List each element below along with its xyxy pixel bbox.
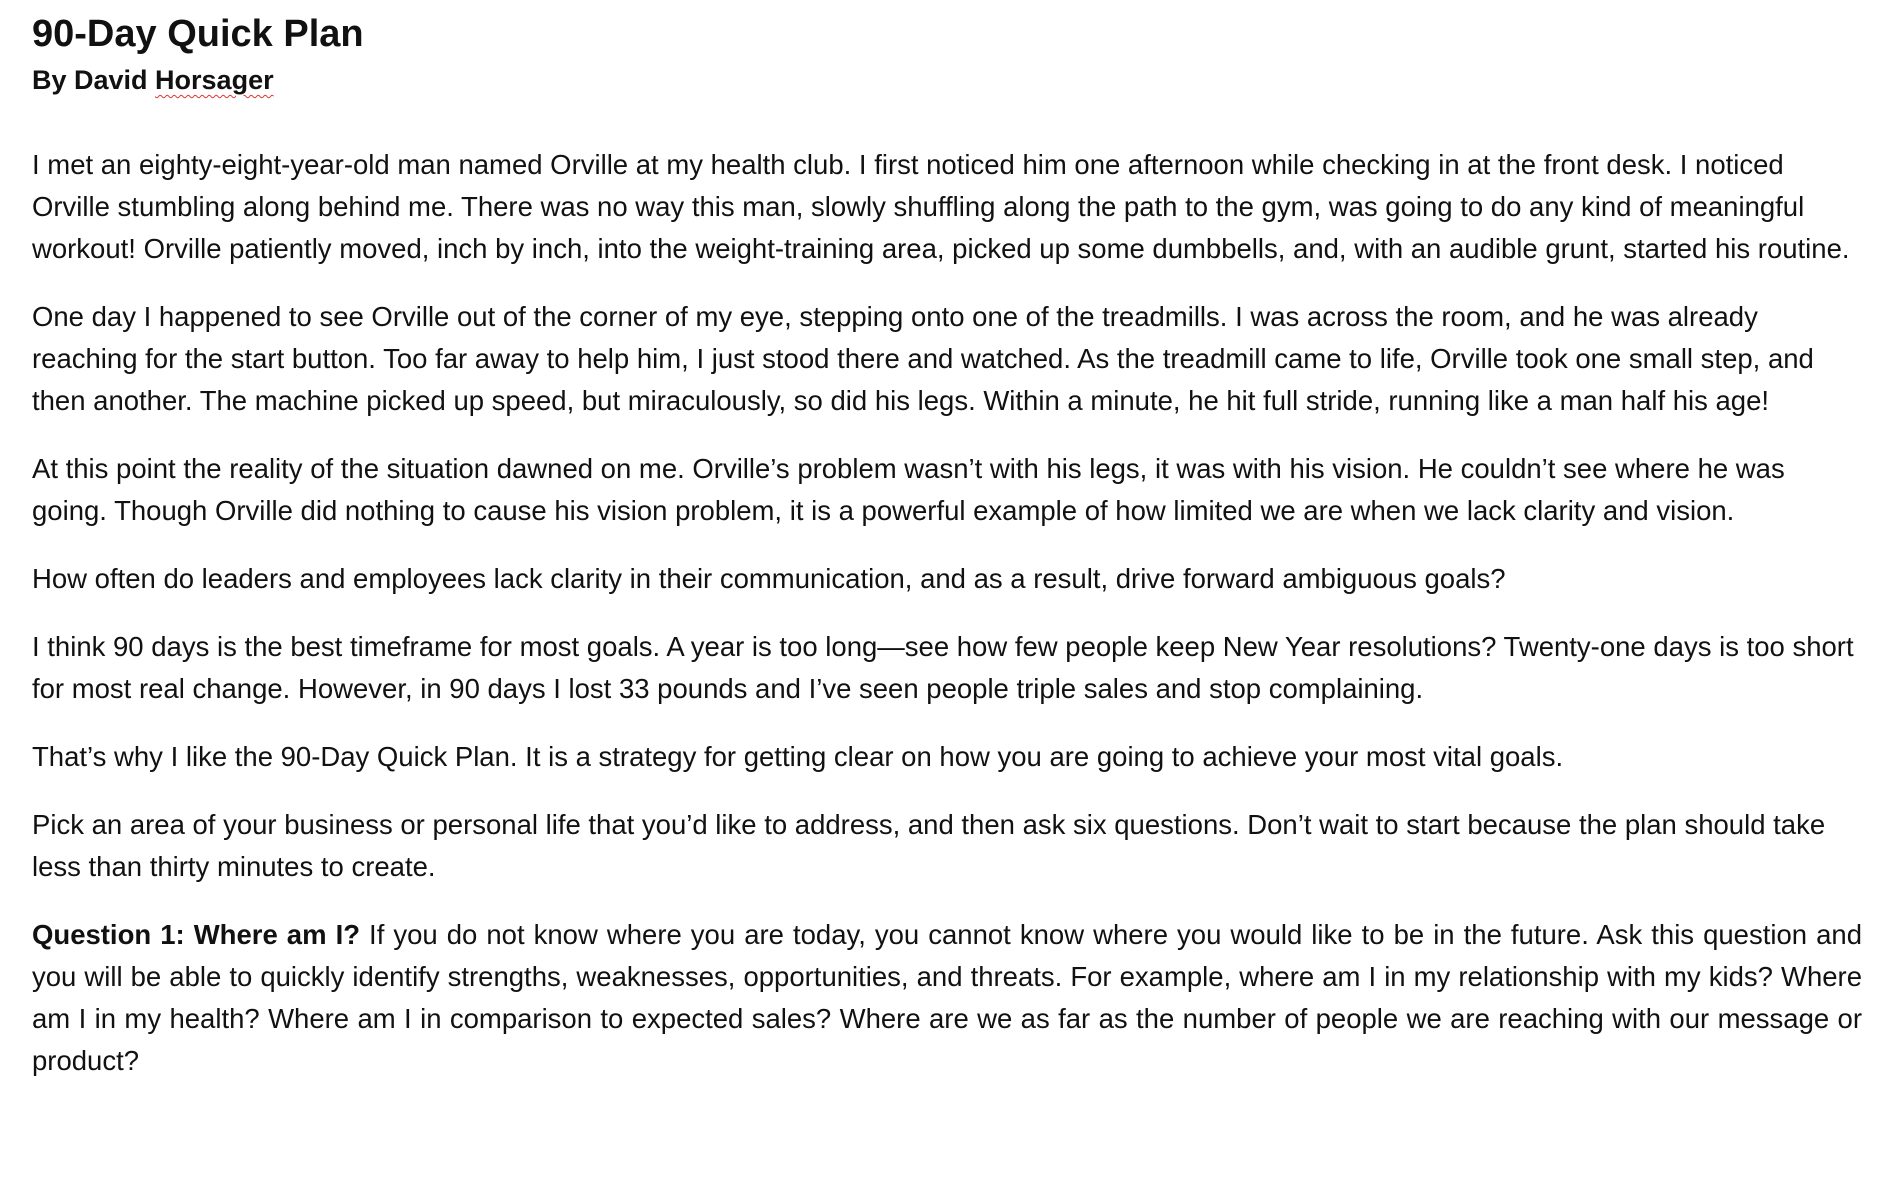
author-prefix: By David (32, 65, 156, 95)
question-1-label: Question 1: Where am I? (32, 919, 361, 950)
document-page (32, 8, 1862, 1108)
paragraph-6: That’s why I like the 90-Day Quick Plan. It is a strategy for getting clear on how you are going to achieve your most vital goals. (32, 741, 1564, 772)
paragraph-5: I think 90 days is the best timeframe for most goals. A year is too long—see how few people keep New Year resolutions? Twenty-one days is too short for most real change. However, in 90 days I lost 33 pounds and I’ve seen people triple sales and stop complaining. (32, 631, 1854, 704)
question-1-paragraph (32, 914, 1862, 1082)
paragraph-3: At this point the reality of the situation dawned on me. Orville’s problem wasn’t with his legs, it was with his vision. He couldn’t see where he was going. Though Orville did nothing to cause his vision problem, it is a powerful example of how limited we are when we lack clarity and vision. (32, 453, 1785, 526)
document-author (32, 60, 1862, 100)
author-surname: Horsager (155, 65, 274, 95)
paragraph-7: Pick an area of your business or personal life that you’d like to address, and then ask six questions. Don’t wait to start because the plan should take less than thirty minutes to create. (32, 809, 1826, 882)
question-1-text: If you do not know where you are today, you cannot know where you would like to be in the future. Ask this question and you will be able to quickly identify strengths, weaknesses, opportunities, and threats. For example, where am I in my relationship with my kids? Where am I in my health? Where am I in comparison to expected sales? Where are we as far as the number of people we are reaching with our message or product? (32, 919, 1862, 1076)
paragraph-1: I met an eighty-eight-year-old man named Orville at my health club. I first noticed him one afternoon while checking in at the front desk. I noticed Orville stumbling along behind me. There was no way this man, slowly shuffling along the path to the gym, was going to do any kind of meaningful workout! Orville patiently moved, inch by inch, into the weight-training area, picked up some dumbbells, and, with an audible grunt, started his routine. (32, 149, 1850, 264)
paragraph-2: One day I happened to see Orville out of the corner of my eye, stepping onto one of the treadmills. I was across the room, and he was already reaching for the start button. Too far away to help him, I just stood there and watched. As the treadmill came to life, Orville took one small step, and then another. The machine picked up speed, but miraculously, so did his legs. Within a minute, he hit full stride, running like a man half his age! (32, 301, 1814, 416)
paragraph-4: How often do leaders and employees lack clarity in their communication, and as a result, drive forward ambiguous goals? (32, 563, 1506, 594)
document-title: 90-Day Quick Plan (32, 13, 364, 55)
